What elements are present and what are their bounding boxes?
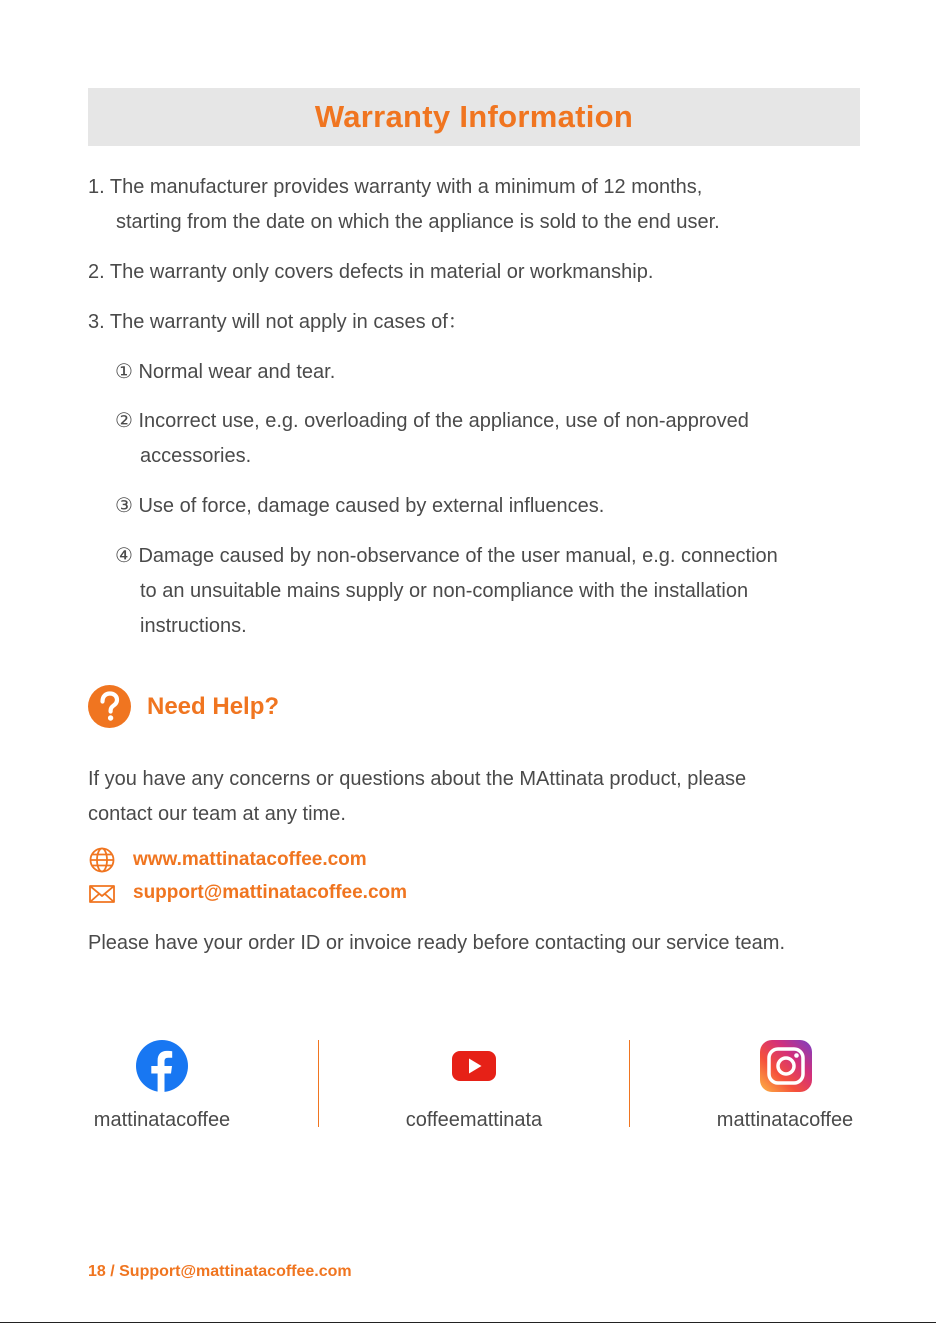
warranty-item-3: 3. The warranty will not apply in cases of： xyxy=(88,311,468,333)
email-link[interactable]: support@mattinatacoffee.com xyxy=(133,882,408,903)
warranty-item-2: 2. The warranty only covers defects in material or workmanship. xyxy=(88,261,654,283)
need-help-heading: Need Help? xyxy=(147,693,280,720)
service-note: Please have your order ID or invoice ready before contacting our service team. xyxy=(88,932,786,954)
warranty-sub-item-4-line-2: to an unsuitable mains supply or non-compliance with the installation xyxy=(140,580,749,602)
question-mark-icon xyxy=(88,685,131,728)
divider xyxy=(629,1040,630,1127)
warranty-item-1-line-1: 1. The manufacturer provides warranty with a minimum of 12 months, xyxy=(88,176,703,198)
page-footer: 18 / Support@mattinatacoffee.com xyxy=(88,1263,352,1280)
warranty-sub-item-4-line-1: ④ Damage caused by non-observance of the user manual, e.g. connection xyxy=(115,545,778,567)
instagram-handle: mattinatacoffee xyxy=(716,1109,854,1131)
warranty-sub-item-1: ① Normal wear and tear. xyxy=(115,361,336,383)
divider xyxy=(318,1040,319,1127)
warranty-item-1-line-2: starting from the date on which the appliance is sold to the end user. xyxy=(116,211,720,233)
warranty-sub-item-4-line-3: instructions. xyxy=(140,615,247,637)
help-intro-line-1: If you have any concerns or questions about the MAttinata product, please xyxy=(88,768,747,790)
facebook-icon[interactable] xyxy=(136,1040,188,1092)
warranty-sub-item-2-line-2: accessories. xyxy=(140,445,252,467)
globe-icon xyxy=(88,847,116,873)
help-intro-line-2: contact our team at any time. xyxy=(88,803,346,825)
youtube-icon[interactable] xyxy=(448,1040,500,1092)
instagram-icon[interactable] xyxy=(760,1040,812,1092)
page-edge-line xyxy=(0,1322,936,1323)
website-link[interactable]: www.mattinatacoffee.com xyxy=(133,849,367,870)
facebook-handle: mattinatacoffee xyxy=(93,1109,231,1131)
page-title: Warranty Information xyxy=(314,99,634,134)
envelope-icon xyxy=(88,881,116,907)
youtube-handle: coffeemattinata xyxy=(405,1109,543,1131)
title-banner xyxy=(88,88,860,146)
warranty-sub-item-2-line-1: ② Incorrect use, e.g. overloading of the appliance, use of non-approved xyxy=(115,410,749,432)
warranty-sub-item-3: ③ Use of force, damage caused by external influences. xyxy=(115,495,605,517)
